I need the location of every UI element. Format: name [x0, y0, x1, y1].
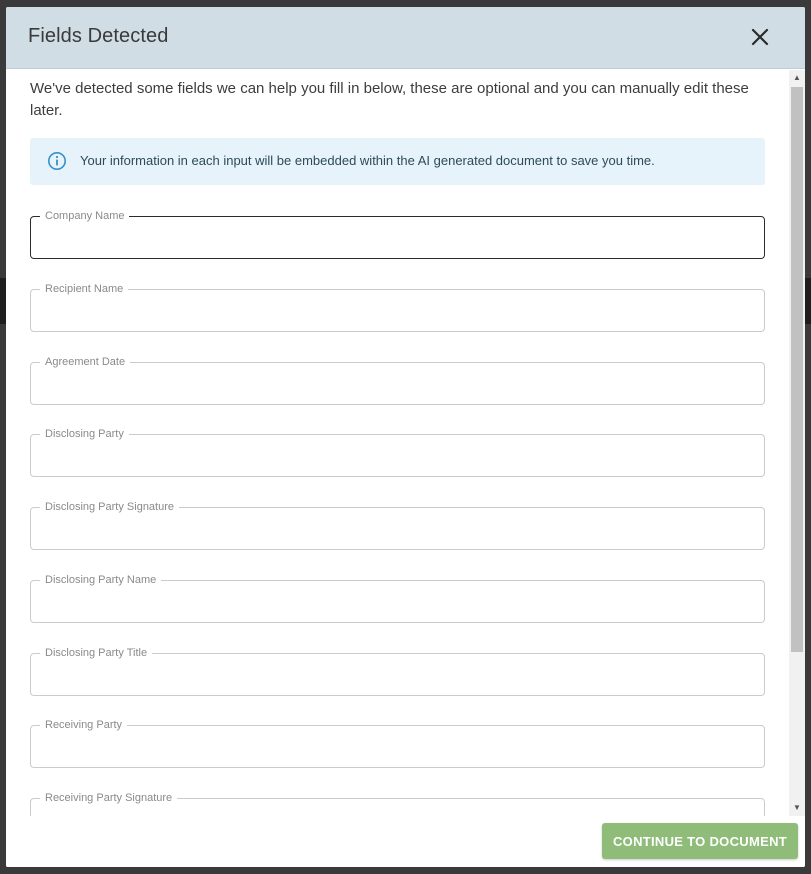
form-field[interactable]	[30, 283, 765, 332]
dialog-scrollbar[interactable]	[789, 70, 805, 816]
field-input[interactable]	[43, 445, 753, 467]
form-field[interactable]	[30, 356, 765, 405]
field-input[interactable]	[43, 300, 753, 322]
field-input[interactable]	[43, 809, 753, 816]
close-button[interactable]	[746, 23, 774, 51]
form-field[interactable]	[30, 210, 765, 259]
info-circle-icon	[47, 151, 67, 171]
field-input[interactable]	[43, 664, 753, 686]
intro-text: We've detected some fields we can help you fill in below, these are optional and you can manually edit these later.	[30, 80, 749, 119]
dialog-header	[6, 7, 805, 69]
info-banner	[30, 138, 765, 185]
info-banner-text: Your information in each input will be embedded within the AI generated document to save you time.	[80, 153, 655, 168]
field-input[interactable]	[43, 518, 753, 540]
field-label: Disclosing Party Signature	[40, 500, 179, 514]
field-label: Receiving Party Signature	[40, 791, 177, 805]
field-label: Disclosing Party	[40, 427, 129, 441]
field-input[interactable]	[43, 227, 753, 249]
form-field[interactable]	[30, 501, 765, 550]
close-icon	[746, 23, 774, 51]
field-label: Disclosing Party Title	[40, 646, 152, 660]
scrollbar-thumb[interactable]	[791, 87, 803, 652]
field-input[interactable]	[43, 591, 753, 613]
scroll-up-arrow-icon[interactable]: ▲	[793, 73, 801, 82]
field-label: Agreement Date	[40, 355, 130, 369]
dialog-body[interactable]	[6, 70, 805, 816]
form-field[interactable]	[30, 574, 765, 623]
field-label: Receiving Party	[40, 718, 127, 732]
field-label: Company Name	[40, 209, 129, 223]
form-field[interactable]	[30, 792, 765, 816]
dialog-footer	[6, 816, 805, 867]
backdrop-element-right	[804, 278, 811, 324]
form-field[interactable]	[30, 428, 765, 477]
dialog-title: Fields Detected	[28, 25, 169, 47]
continue-to-document-button[interactable]: CONTINUE TO DOCUMENT	[602, 823, 798, 859]
field-input[interactable]	[43, 736, 753, 758]
field-label: Disclosing Party Name	[40, 573, 161, 587]
field-input[interactable]	[43, 373, 753, 395]
scroll-down-arrow-icon[interactable]: ▼	[793, 803, 801, 812]
field-label: Recipient Name	[40, 282, 128, 296]
form-field[interactable]	[30, 719, 765, 768]
form-field[interactable]	[30, 647, 765, 696]
fields-detected-dialog	[6, 7, 805, 867]
